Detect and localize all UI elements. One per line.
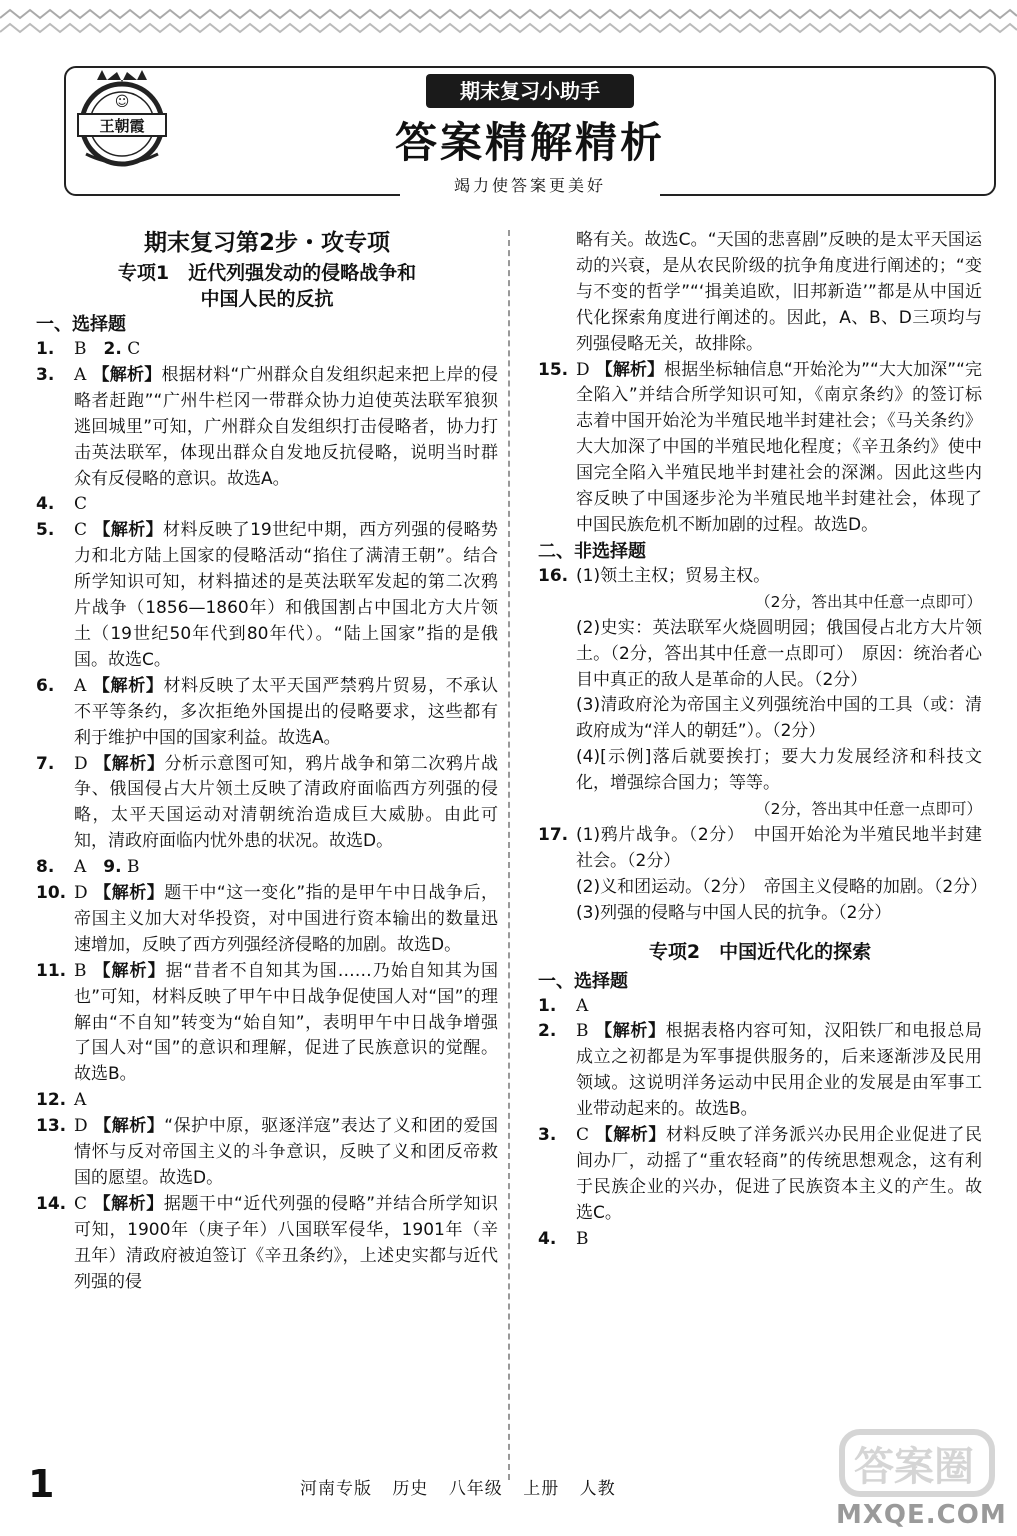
page-title: 答案精解精析 <box>394 118 665 167</box>
right-column <box>538 228 988 1253</box>
zigzag-border <box>0 0 1017 60</box>
answer-item: 5. C 【解析】材料反映了19世纪中期，西方列强的侵略势力和北方陆上国家的侵略活动“掐住了满清王朝”。结合所学知识可知，材料描述的是英法联军发起的第二次鸦片战争（1856—1860年）和俄国割占中国北方大片领土（19世纪50年代到80年代）。“陆上国家”指的是俄国。故选C。 <box>36 520 498 670</box>
header-tab: 期末复习小助手 <box>426 74 634 108</box>
answer-subitem: (3)清政府沦为帝国主义列强统治中国的工具（或：清政府成为“洋人的朝廷”）。（2分） <box>576 695 982 742</box>
answer-item: 17. (1)鸦片战争。（2分） 中国开始沦为半殖民地半封建社会。（2分） <box>538 824 982 871</box>
svg-text:☺: ☺ <box>114 94 130 110</box>
left-column <box>36 228 498 1296</box>
answer-item: 3. C 【解析】材料反映了洋务派兴办民用企业促进了民间办厂，动摇了“重农轻商”的传统思想观念，这有利于民族企业的兴办，促进了民族资本主义的产生。故选C。 <box>538 1125 983 1223</box>
answer-item: 1. A <box>538 995 589 1016</box>
footer-edition: 河南专版 <box>300 1479 372 1499</box>
answer-item: 12. A <box>36 1090 87 1111</box>
answer-item: 14. C 【解析】据题干中“近代列强的侵略”并结合所学知识可知，1900年（庚子年）八国联军侵华，1901年（辛丑年）清政府被迫签订《辛丑条约》，上述史实都与近代列强的侵 <box>36 1193 499 1292</box>
answer-item: 13. D 【解析】“保护中原，驱逐洋寇”表达了义和团的爱国情怀与反对帝国主义的斗争意识，反映了义和团反帝救国的愿望。故选D。 <box>36 1116 498 1188</box>
footer-subject: 历史 <box>392 1479 429 1499</box>
publisher-logo <box>72 68 172 168</box>
answer-item: 16. (1)领土主权；贸易主权。 <box>538 565 771 586</box>
answer-item: 11. B 【解析】据“昔者不自知其为国……乃始自知其为国也”可知，材料反映了甲午中日战争促使国人对“国”的理解由“不自知”转变为“始自知”，表明甲午中日战争增强了国人对“国”的意识和理解，促进了民族意识的觉醒。故选B。 <box>36 960 498 1085</box>
score-note: （2分，答出其中任意一点即可） <box>755 592 982 611</box>
answer-subitem: (3)列强的侵略与中国人民的抗争。（2分） <box>576 902 892 923</box>
answer-item: 10. D 【解析】题干中“这一变化”指的是甲午中日战争后，帝国主义加大对华投资，对中国进行资本输出的数量迅速增加，反映了西方列强经济侵略的加剧。故选D。 <box>36 883 498 955</box>
header-motto: 竭力使答案更美好 <box>400 173 660 196</box>
svg-text:答案圈: 答案圈 <box>854 1444 974 1490</box>
watermark-text: MXQE.COM <box>836 1500 1007 1530</box>
answer-item: 4. C <box>36 494 88 515</box>
answer-continuation: 略有关。故选C。“天国的悲喜剧”反映的是太平天国运动的兴衰，是从农民阶级的抗争角度进行阐述的；“变与不变的哲学”“‘揖美追欧，旧邦新造’”都是从中国近代化探索角度进行阐述的。因此，A、B、D三项均与列强侵略无关，故排除。 <box>576 230 982 354</box>
svg-text:王朝霞: 王朝霞 <box>99 117 145 135</box>
answer-item: 6. A 【解析】材料反映了太平天国严禁鸦片贸易，不承认不平等条约，多次拒绝外国提出的侵略要求，这些都有利于维护中国的国家利益。故选A。 <box>36 675 499 748</box>
answer-item: 7. D 【解析】分析示意图可知，鸦片战争和第二次鸦片战争、俄国侵占大片领土反映了清政府面临西方列强的侵略，太平天国运动对清朝统治造成巨大威胁。由此可知，清政府面临内忧外患的状况。故选D。 <box>36 753 499 852</box>
page-number: 1 <box>28 1462 55 1506</box>
answer-item: 2. B 【解析】根据表格内容可知，汉阳铁厂和电报总局成立之初都是为军事提供服务的，后来逐渐涉及民用领域。这说明洋务运动中民用企业的发展是由军事工业带动起来的。故选B。 <box>538 1021 983 1120</box>
score-note: （2分，答出其中任意一点即可） <box>755 800 982 819</box>
footer-volume: 上册 <box>523 1479 560 1499</box>
answer-subitem: (2)义和团运动。（2分） 帝国主义侵略的加剧。（2分） <box>576 876 988 897</box>
topic-heading-line1: 专项1 近代列强发动的侵略战争和 <box>117 262 417 284</box>
column-divider <box>508 230 510 1480</box>
answer-subitem: (2)史实：英法联军火烧圆明园；俄国侵占北方大片领土。（2分，答出其中任意一点即可） 原因：统治者心目中真正的敌人是革命的人民。（2分） <box>576 617 982 690</box>
section-heading: 一、选择题 <box>538 970 628 992</box>
section-heading: 一、选择题 <box>36 314 126 335</box>
answer-item: 8. A 9. B <box>36 857 140 878</box>
topic-heading-line2: 中国人民的反抗 <box>200 288 334 310</box>
main-heading: 期末复习第2步・攻专项 <box>143 230 390 256</box>
answer-item: 15. D 【解析】根据坐标轴信息“开始沦为”“大大加深”“完全陷入”并结合所学知识可知，《南京条约》的签订标志着中国开始沦为半殖民地半封建社会；《马关条约》大大加深了中国的半殖民地化程度；《辛丑条约》使中国完全陷入半殖民地半封建社会的深渊。因此这些内容反映了中国逐步沦为半殖民地半封建社会，体现了中国民族危机不断加剧的过程。故选D。 <box>538 359 983 535</box>
answer-item: 4. B <box>538 1228 589 1249</box>
footer-grade: 八年级 <box>448 1479 503 1499</box>
footer-publisher: 人教 <box>579 1479 616 1499</box>
topic-heading-2: 专项2 中国近代化的探索 <box>648 940 872 963</box>
answer-item: 3. A 【解析】根据材料“广州群众自发组织起来把上岸的侵略者赶跑”“广州牛栏冈一带群众协力迫使英法联军狼狈逃回城里”可知，广州群众自发组织打击侵略者，协力打击英法联军，体现出群众自发地反抗侵略，说明当时群众有反侵略的意识。故选A。 <box>36 364 498 489</box>
answer-item: 1. B 2. C <box>36 339 141 359</box>
section-heading: 二、非选择题 <box>538 540 646 562</box>
answer-subitem: (4)[示例]落后就要挨打；要大力发展经济和科技文化，增强综合国力；等等。 <box>576 747 982 794</box>
footer-info <box>300 1474 616 1499</box>
